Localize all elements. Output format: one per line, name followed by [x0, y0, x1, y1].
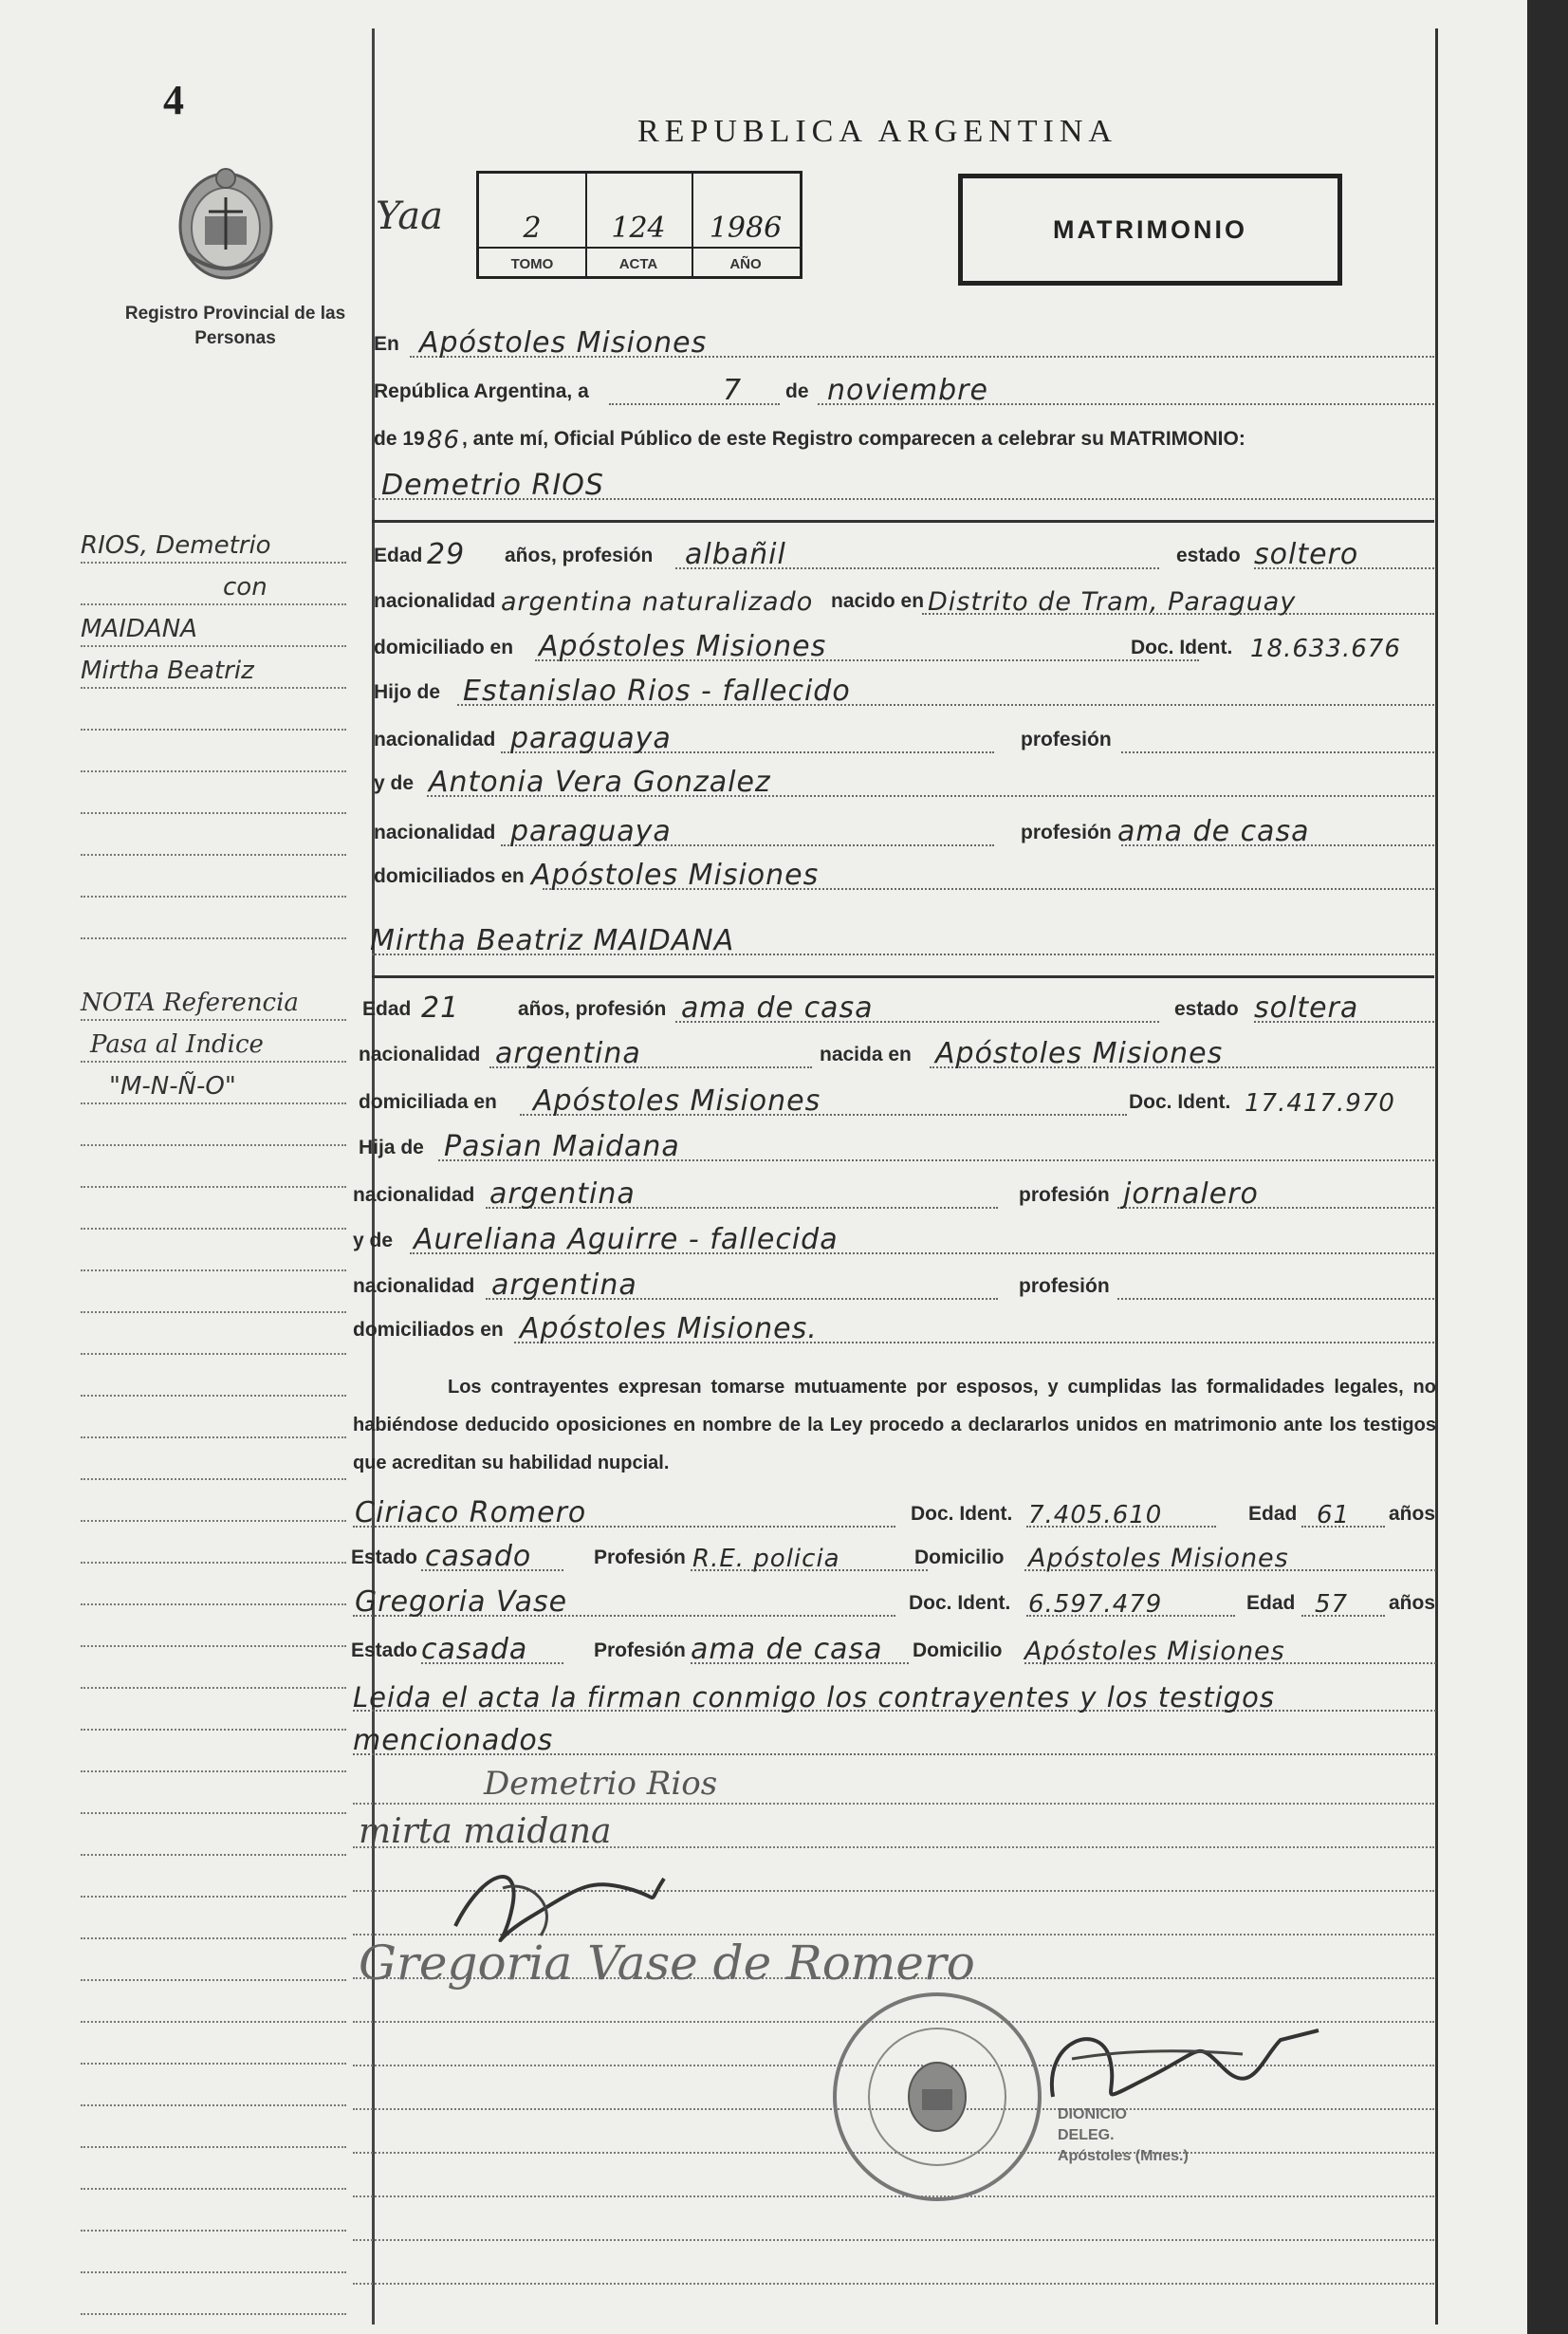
ano-cell — [692, 174, 800, 276]
edad-label: Edad — [1246, 1592, 1296, 1614]
signature-line — [353, 2239, 1434, 2241]
coat-of-arms-icon — [169, 159, 283, 287]
profesion-label: profesión — [1019, 1275, 1110, 1297]
domiciliados-label: domiciliados en — [374, 865, 525, 887]
margin-note-2 — [81, 1019, 346, 1063]
margin-blank — [81, 896, 346, 939]
margin-blank — [81, 1562, 346, 1605]
margin-blank — [81, 1520, 346, 1564]
tomo-value: 2 — [479, 212, 585, 249]
margin-blank — [81, 2271, 346, 2315]
margin-blank — [81, 2063, 346, 2106]
anos-label: años — [1389, 1592, 1436, 1614]
nacionalidad-label: nacionalidad — [353, 1184, 475, 1206]
closing-line-2: mencionados — [353, 1724, 554, 1757]
doc-ident-label: Doc. Ident. — [1131, 637, 1233, 658]
groom-mother: Antonia Vera Gonzalez — [429, 766, 771, 799]
closing-line-1: Leida el acta la firman conmigo los contrayentes y los testigos — [353, 1681, 1275, 1713]
bride-profession: ama de casa — [681, 991, 874, 1025]
groom-doc-id: 18.633.676 — [1250, 635, 1401, 663]
record-type: MATRIMONIO — [958, 174, 1342, 286]
bride-age-row — [362, 983, 1434, 1027]
officer-name: DIONICIO — [1058, 2106, 1127, 2122]
profesion-label: profesión — [1019, 1184, 1110, 1206]
signature-line — [353, 1803, 1434, 1805]
anos-profesion-label: años, profesión — [518, 998, 667, 1020]
witness-2-profession: ama de casa — [691, 1633, 883, 1666]
groom-mother-nationality: paraguaya — [510, 815, 672, 848]
groom-name: Demetrio RIOS — [381, 469, 604, 502]
groom-mother-profession: ama de casa — [1117, 815, 1310, 848]
margin-blank — [81, 1353, 346, 1397]
closing-row-1 — [353, 1672, 1436, 1715]
estado-label: Estado — [351, 1639, 418, 1661]
signature-groom: Demetrio Rios — [484, 1765, 718, 1803]
bride-mother-nationality: argentina — [491, 1269, 637, 1302]
handwritten-mark: Yaa — [376, 194, 443, 238]
nacido-label: nacido en — [831, 590, 925, 612]
margin-text: Pasa al Indice — [90, 1030, 264, 1059]
acta-value: 124 — [585, 212, 692, 249]
margin-blank — [81, 770, 346, 814]
acta-cell — [585, 174, 693, 276]
ano-value: 1986 — [692, 212, 800, 249]
bride-status: soltera — [1254, 991, 1359, 1025]
nacionalidad-label: nacionalidad — [374, 822, 496, 843]
bride-father-nac-row — [353, 1169, 1434, 1213]
nacida-label: nacida en — [820, 1044, 912, 1065]
bride-nationality: argentina — [495, 1037, 641, 1070]
witness-2-name: Gregoria Vase — [355, 1585, 568, 1619]
witness-1-age: 61 — [1317, 1501, 1351, 1529]
officer-title: DELEG. — [1058, 2127, 1115, 2143]
margin-bride-surname — [81, 603, 346, 647]
margin-blank — [81, 1144, 346, 1188]
tomo-label: TOMO — [510, 256, 554, 272]
margin-blank — [81, 1979, 346, 2023]
bride-parents-domicile-row — [353, 1304, 1434, 1347]
intro-date-row — [372, 365, 1434, 409]
acta-label: ACTA — [618, 256, 658, 272]
republica-label: República Argentina, a — [374, 380, 589, 402]
witness-1-details-row — [353, 1531, 1436, 1575]
groom-name-row — [372, 460, 1434, 504]
margin-blank — [81, 854, 346, 898]
margin-text: con — [223, 573, 267, 602]
bride-name: Mirtha Beatriz MAIDANA — [370, 924, 735, 957]
margin-con — [81, 562, 346, 605]
tomo-cell — [479, 174, 587, 276]
margin-blank — [81, 1812, 346, 1856]
signature-line — [353, 2283, 1434, 2285]
witness-2-status: casada — [421, 1633, 528, 1666]
groom-age-row — [372, 529, 1434, 573]
margin-text: RIOS, Demetrio — [81, 531, 271, 560]
y-de-label: y de — [353, 1230, 394, 1251]
bride-doc-id: 17.417.970 — [1245, 1089, 1395, 1118]
hijo-de-label: Hijo de — [374, 681, 441, 703]
margin-blank — [81, 2188, 346, 2232]
bride-domicile: Apóstoles Misiones — [533, 1084, 821, 1118]
witness-2-details-row — [353, 1624, 1436, 1668]
margin-text: Mirtha Beatriz — [81, 657, 254, 685]
doc-ident-label: Doc. Ident. — [1129, 1091, 1231, 1113]
witness-1-profession: R.E. policia — [692, 1545, 840, 1573]
groom-domicile-row — [372, 621, 1434, 665]
doc-ident-label: Doc. Ident. — [911, 1503, 1013, 1525]
margin-blank — [81, 1102, 346, 1146]
margin-note-3 — [81, 1061, 346, 1104]
bride-mother-nac-row — [353, 1260, 1434, 1304]
bride-age: 21 — [421, 991, 460, 1025]
margin-blank — [81, 2230, 346, 2273]
groom-domicile: Apóstoles Misiones — [539, 630, 827, 663]
margin-blank — [81, 1436, 346, 1480]
estado-label: estado — [1176, 545, 1241, 566]
book-reference-box — [476, 171, 802, 279]
margin-note-1 — [81, 977, 346, 1021]
domiciliados-label: domiciliados en — [353, 1319, 504, 1341]
margin-text: MAIDANA — [81, 615, 197, 643]
groom-nationality-row — [372, 575, 1434, 619]
y-de-label: y de — [374, 772, 415, 794]
domicilio-label: Domicilio — [913, 1639, 1003, 1661]
nacionalidad-label: nacionalidad — [359, 1044, 481, 1065]
bride-name-row — [372, 916, 1434, 959]
margin-blank — [81, 687, 346, 731]
page-number: 4 — [163, 77, 184, 123]
margin-blank — [81, 1937, 346, 1981]
bride-mother: Aureliana Aguirre - fallecida — [414, 1223, 839, 1256]
country-title: REPUBLICA ARGENTINA — [637, 114, 1117, 149]
en-label: En — [374, 333, 399, 355]
witness-2-age: 57 — [1315, 1590, 1349, 1619]
margin-blank — [81, 1687, 346, 1731]
doc-ident-label: Doc. Ident. — [909, 1592, 1011, 1614]
nacionalidad-label: nacionalidad — [374, 729, 496, 750]
bride-father-nationality: argentina — [489, 1177, 636, 1211]
signature-witness-2: Gregoria Vase de Romero — [359, 1936, 975, 1991]
groom-father-row — [372, 666, 1434, 710]
margin-blank — [81, 2146, 346, 2190]
intro-place: Apóstoles Misiones — [419, 326, 708, 360]
declaration-paragraph: Los contrayentes expresan tomarse mutuamente por esposos, y cumplidas las formalidades legales, no habiéndose deducido oposiciones en nombre de la Ley procedo a declararlos unidos en matrimonio ante los testigos que acreditan su habilidad nupcial. — [353, 1377, 1436, 1473]
bride-parents-domicile: Apóstoles Misiones. — [520, 1312, 818, 1345]
bride-father-row — [359, 1121, 1434, 1165]
margin-text: "M-N-Ñ-O" — [109, 1072, 236, 1101]
signature-bride: mirta maidana — [359, 1812, 612, 1851]
margin-blank — [81, 2021, 346, 2065]
margin-blank — [81, 1311, 346, 1355]
intro-year-row — [372, 413, 1434, 456]
domicilio-label: Domicilio — [914, 1547, 1005, 1568]
edad-label: Edad — [374, 545, 423, 566]
hija-de-label: Hija de — [359, 1137, 424, 1158]
margin-blank — [81, 1896, 346, 1939]
groom-birthplace: Distrito de Tram, Paraguay — [928, 587, 1297, 617]
margin-blank — [81, 1770, 346, 1814]
bride-birthplace: Apóstoles Misiones — [935, 1037, 1224, 1070]
official-stamp-icon — [823, 1983, 1051, 2215]
margin-blank — [81, 729, 346, 772]
groom-nationality: argentina naturalizado — [501, 587, 814, 617]
estado-label: Estado — [351, 1547, 418, 1568]
margin-bride-name — [81, 645, 346, 689]
intro-day: 7 — [723, 374, 743, 407]
bride-mother-row — [353, 1214, 1434, 1258]
anos-profesion-label: años, profesión — [505, 545, 654, 566]
anos-label: años — [1389, 1503, 1436, 1525]
margin-blank — [81, 1729, 346, 1772]
domiciliada-label: domiciliada en — [359, 1091, 497, 1113]
edad-label: Edad — [1248, 1503, 1298, 1525]
groom-father: Estanislao Rios - fallecido — [463, 675, 851, 708]
margin-blank — [81, 1603, 346, 1647]
witness-1-name: Ciriaco Romero — [355, 1496, 587, 1529]
year-prefix: de 19 — [374, 428, 425, 450]
officer-stamp-text — [1058, 2104, 1189, 2167]
witness-1-domicile: Apóstoles Misiones — [1028, 1544, 1289, 1573]
groom-mother-row — [372, 757, 1434, 801]
profesion-label: profesión — [1021, 729, 1112, 750]
margin-blank — [81, 2104, 346, 2148]
groom-parents-domicile-row — [372, 850, 1434, 894]
witness-1-status: casado — [425, 1540, 532, 1573]
margin-blank — [81, 1228, 346, 1271]
margin-blank — [81, 1186, 346, 1230]
groom-father-nac-row — [372, 713, 1434, 757]
intro-month: noviembre — [827, 374, 988, 407]
nacionalidad-label: nacionalidad — [374, 590, 496, 612]
right-border — [1435, 28, 1438, 2325]
section-rule — [372, 520, 1434, 523]
margin-text: NOTA Referencia — [81, 989, 299, 1017]
groom-age: 29 — [427, 538, 466, 571]
edad-label: Edad — [362, 998, 412, 1020]
groom-mother-nac-row — [372, 806, 1434, 850]
groom-father-nationality: paraguaya — [510, 722, 672, 755]
section-rule — [372, 975, 1434, 978]
groom-profession: albañil — [685, 538, 786, 571]
registry-name: Registro Provincial de las Personas — [124, 304, 346, 348]
de-label: de — [785, 380, 809, 402]
profesion-label: profesión — [1021, 822, 1112, 843]
bride-father-profession: jornalero — [1123, 1177, 1259, 1211]
profesion-label: Profesión — [594, 1639, 686, 1661]
year-suffix: 86 — [427, 426, 461, 454]
groom-parents-domicile: Apóstoles Misiones — [531, 859, 820, 892]
witness-2-row — [353, 1577, 1436, 1621]
closing-row-2 — [353, 1715, 1436, 1759]
intro-place-row — [372, 318, 1434, 361]
margin-blank — [81, 1645, 346, 1689]
estado-label: estado — [1174, 998, 1239, 1020]
intro-statement: , ante mí, Oficial Público de este Registro comparecen a celebrar su MATRIMONIO: — [462, 428, 1245, 450]
witness-1-doc-id: 7.405.610 — [1028, 1501, 1163, 1529]
witness-2-domicile: Apóstoles Misiones — [1024, 1637, 1285, 1666]
profesion-label: Profesión — [594, 1547, 686, 1568]
margin-blank — [81, 812, 346, 856]
margin-groom-name — [81, 520, 346, 564]
witness-2-doc-id: 6.597.479 — [1028, 1590, 1163, 1619]
nacionalidad-label: nacionalidad — [353, 1275, 475, 1297]
margin-blank — [81, 1269, 346, 1313]
officer-location: Apóstoles (Mnes.) — [1058, 2148, 1189, 2164]
margin-blank — [81, 1854, 346, 1898]
ano-label: AÑO — [729, 256, 762, 272]
groom-status: soltero — [1254, 538, 1359, 571]
margin-blank — [81, 1395, 346, 1438]
witness-1-row — [353, 1488, 1436, 1531]
bride-father: Pasian Maidana — [444, 1130, 680, 1163]
margin-blank — [81, 1478, 346, 1522]
domiciliado-label: domiciliado en — [374, 637, 514, 658]
bride-domicile-row — [359, 1076, 1434, 1120]
bride-nationality-row — [359, 1028, 1434, 1072]
